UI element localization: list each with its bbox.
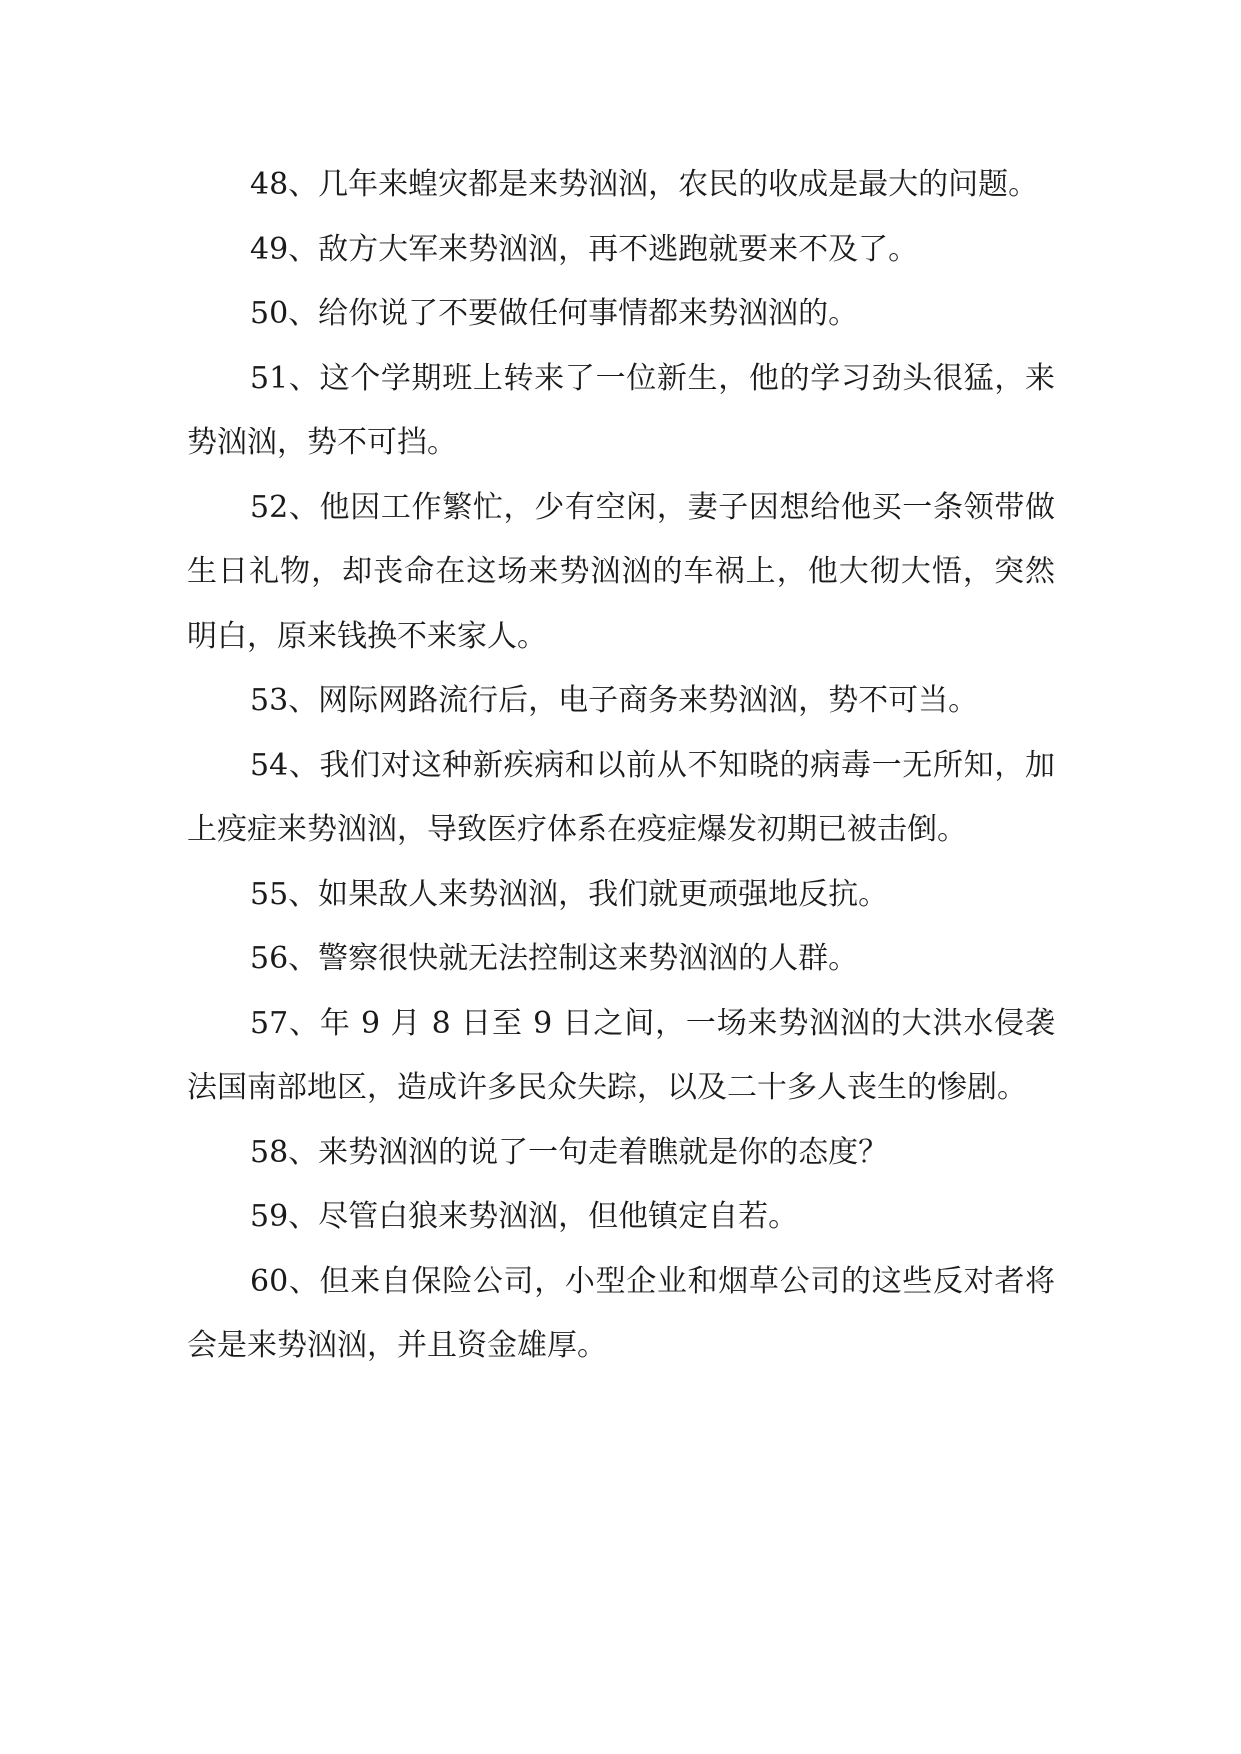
paragraph-48: 48、几年来蝗灾都是来势汹汹，农民的收成是最大的问题。 <box>250 167 1039 202</box>
paragraph-57: 57、年 9 月 8 日至 9 日之间，一场来势汹汹的大洪水侵袭法国南部地区，造成许多民众失踪，以及二十多人丧生的惨剧。 <box>187 1005 1055 1105</box>
paragraph-58: 58、来势汹汹的说了一句走着瞧就是你的态度？ <box>250 1134 889 1170</box>
paragraph-52: 52、他因工作繁忙，少有空闲，妻子因想给他买一条领带做生日礼物，却丧命在这场来势汹汹的车祸上，他大彻大悟，突然明白，原来钱换不来家人。 <box>187 489 1055 654</box>
document-body <box>187 153 1055 1379</box>
paragraph-56: 56、警察很快就无法控制这来势汹汹的人群。 <box>250 941 859 976</box>
paragraph-55: 55、如果敌人来势汹汹，我们就更顽强地反抗。 <box>250 876 889 912</box>
paragraph-53: 53、网际网路流行后，电子商务来势汹汹，势不可当。 <box>250 683 979 718</box>
paragraph-54: 54、我们对这种新疾病和以前从不知晓的病毒一无所知，加上疫症来势汹汹，导致医疗体系在疫症爆发初期已被击倒。 <box>187 747 1055 847</box>
paragraph-50: 50、给你说了不要做任何事情都来势汹汹的。 <box>250 296 859 331</box>
paragraph-49: 49、敌方大军来势汹汹，再不逃跑就要来不及了。 <box>250 231 919 267</box>
paragraph-51: 51、这个学期班上转来了一位新生，他的学习劲头很猛，来势汹汹，势不可挡。 <box>187 360 1055 460</box>
paragraph-60: 60、但来自保险公司，小型企业和烟草公司的这些反对者将会是来势汹汹，并且资金雄厚。 <box>187 1263 1055 1363</box>
paragraph-59: 59、尽管白狼来势汹汹，但他镇定自若。 <box>250 1199 799 1234</box>
